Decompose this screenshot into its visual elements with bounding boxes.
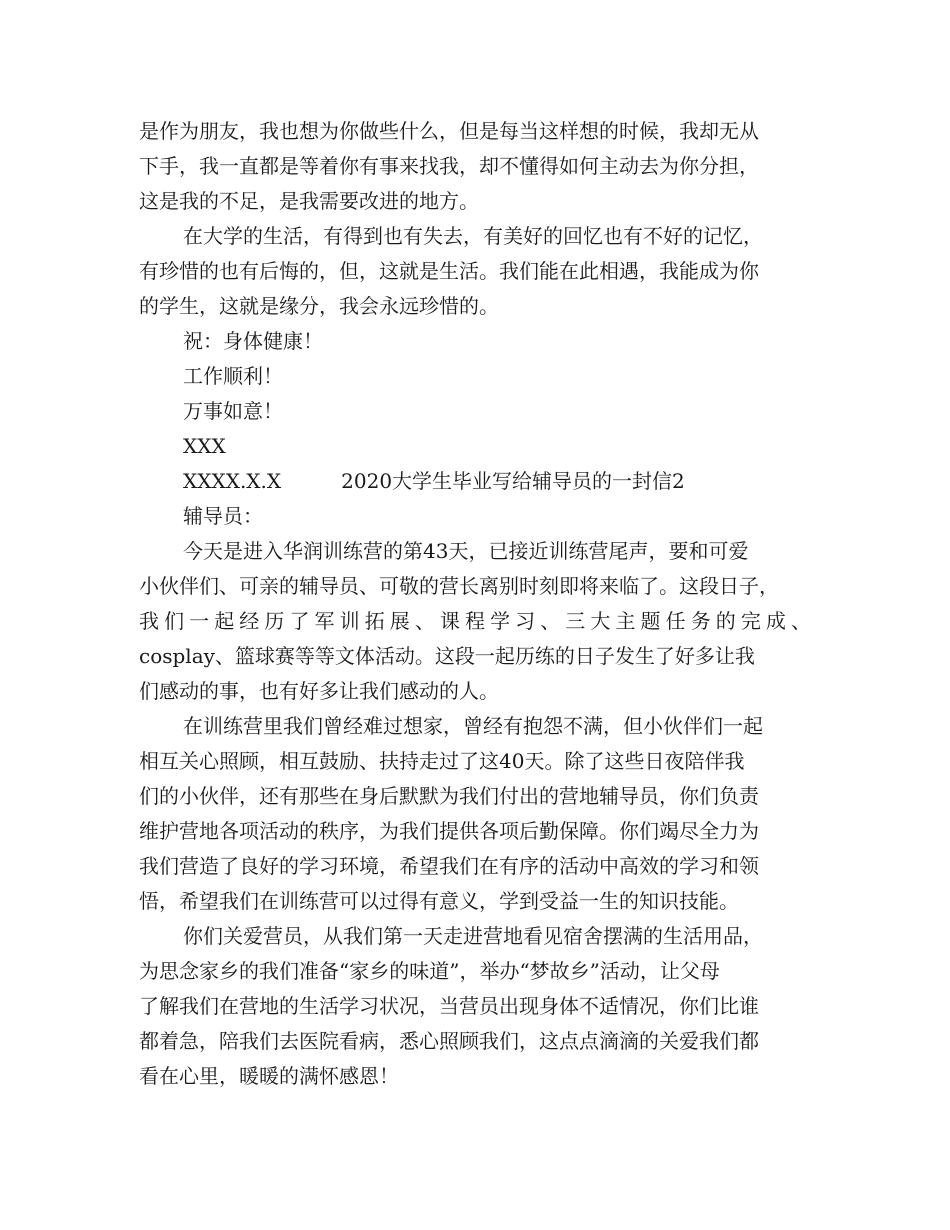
text-line: 们的小伙伴，还有那些在身后默默为我们付出的营地辅导员，你们负责: [139, 784, 759, 808]
text-line: 下手，我一直都是等着你有事来找我，却不懂得如何主动去为你分担，: [139, 154, 759, 178]
text-line: 在训练营里我们曾经难过想家，曾经有抱怨不满，但小伙伴们一起: [183, 714, 763, 738]
text-line: 都着急，陪我们去医院看病，悉心照顾我们，这点点滴滴的关爱我们都: [139, 1029, 759, 1053]
text-line: 们感动的事，也有好多让我们感动的人。: [139, 679, 499, 703]
text-line: 的学生，这就是缘分，我会永远珍惜的。: [139, 294, 499, 318]
text-line: 了解我们在营地的生活学习状况，当营员出现身体不适情况，你们比谁: [139, 994, 759, 1018]
letter-body: [139, 114, 829, 1094]
text-line: 我们营造了良好的学习环境，希望我们在有序的活动中高效的学习和领: [139, 854, 759, 878]
text-line: 今天是进入华润训练营的第43天，已接近训练营尾声，要和可爱: [183, 539, 749, 563]
text-line: 是作为朋友，我也想为你做些什么，但是每当这样想的时候，我却无从: [139, 119, 759, 143]
text-line: XXXX.X.X 2020大学生毕业写给辅导员的一封信2: [183, 469, 685, 493]
text-line: 万事如意！: [183, 399, 283, 423]
text-line: cosplay、篮球赛等等文体活动。这段一起历练的日子发生了好多让我: [139, 644, 755, 668]
text-line: 祝：身体健康！: [183, 329, 323, 353]
text-line: 维护营地各项活动的秩序，为我们提供各项后勤保障。你们竭尽全力为: [139, 819, 759, 843]
text-line: 看在心里，暖暖的满怀感恩！: [139, 1064, 399, 1088]
text-line: 这是我的不足，是我需要改进的地方。: [139, 189, 479, 213]
text-line: 小伙伴们、可亲的辅导员、可敬的营长离别时刻即将来临了。这段日子，: [139, 574, 779, 598]
text-line: 工作顺利！: [183, 364, 283, 388]
text-line: 悟，希望我们在训练营可以过得有意义，学到受益一生的知识技能。: [139, 889, 739, 913]
text-line: XXX: [183, 434, 226, 458]
text-line: 我们一起经历了军训拓展、课程学习、三大主题任务的完成、: [139, 609, 811, 633]
text-line: 为思念家乡的我们准备“家乡的味道”，举办“梦故乡”活动，让父母: [139, 959, 720, 983]
text-line: 辅导员：: [183, 504, 263, 528]
text-line: 在大学的生活，有得到也有失去，有美好的回忆也有不好的记忆，: [183, 224, 763, 248]
text-line: 有珍惜的也有后悔的，但，这就是生活。我们能在此相遇，我能成为你: [139, 259, 759, 283]
text-line: 相互关心照顾，相互鼓励、扶持走过了这40天。除了这些日夜陪伴我: [139, 749, 745, 773]
text-line: 你们关爱营员，从我们第一天走进营地看见宿舍摆满的生活用品，: [183, 924, 763, 948]
